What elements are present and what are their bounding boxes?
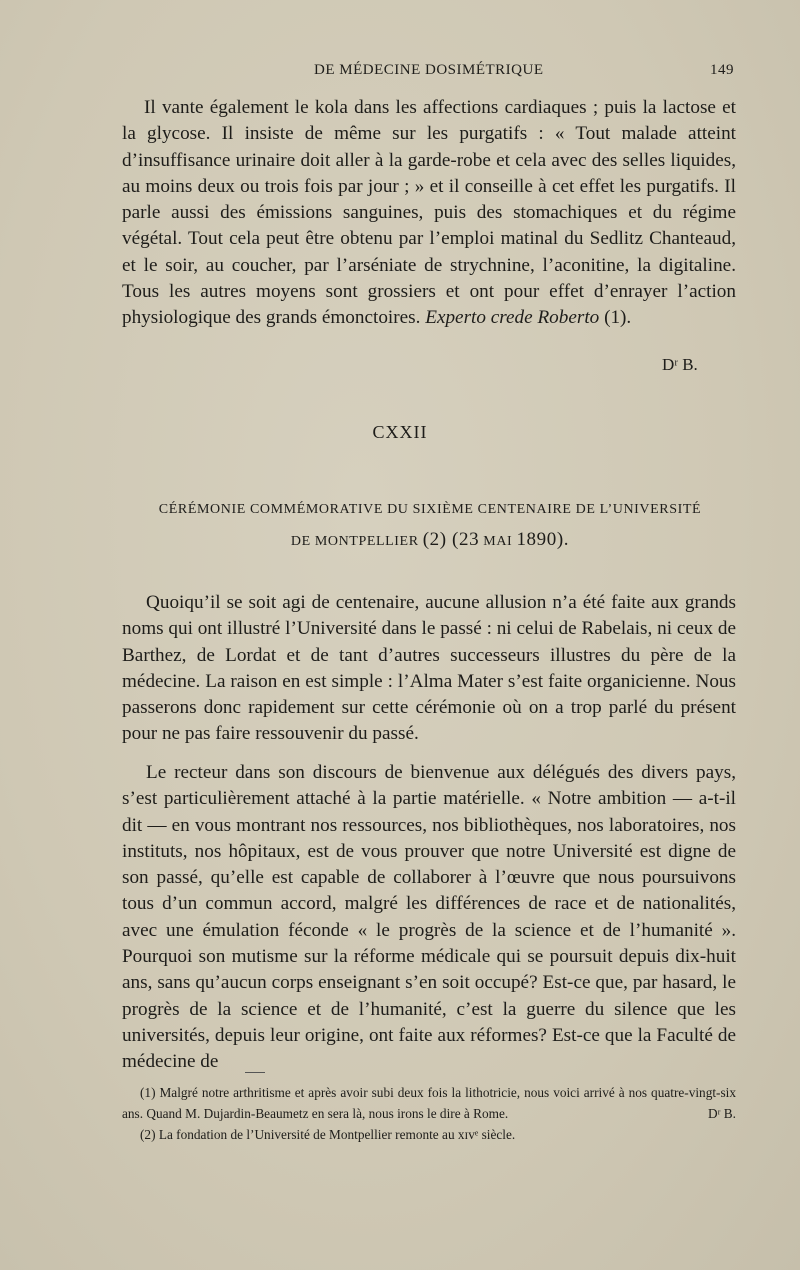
paragraph-centenaire: Quoiqu’il se soit agi de centenaire, aucune allusion n’a été faite aux grands noms qui ont illustré l’Université dans le passé : ni celui de Rabelais, ni ceux de Barthez, de Lordat et de tant d’autres successeurs illustres du père de la médecine. La raison en est simple : l’Alma Mater s’est faite organicienne. Nous passerons donc rapidement sur cette cérémonie où on a trop parlé du présent pour ne pas faire ressouvenir du passé. bbox=[122, 592, 736, 745]
section-title bbox=[120, 495, 740, 557]
section-title-place: DE MONTPELLIER bbox=[290, 534, 419, 549]
latin-quote: Experto crede Roberto bbox=[425, 307, 600, 329]
section-title-month: MAI bbox=[483, 534, 513, 549]
footnote-divider bbox=[245, 1072, 265, 1073]
section-title-line-2 bbox=[120, 525, 740, 557]
footnote-ref-1: (1). bbox=[604, 307, 632, 329]
page-header bbox=[122, 62, 734, 86]
author-signature: Dʳ B. bbox=[662, 355, 698, 374]
paragraph-kola-text: Il vante également le kola dans les affections cardiaques ; puis la lactose et la glycose. Il insiste de même sur les purgatifs : « Tout malade atteint d’insuffisance urinaire doit aller à la garde-robe et cela avec des selles liquides, au moins deux ou trois fois par jour ; » et il conseille à cet effet les purgatifs. Il parle aussi des émissions sanguines, puis des stomachiques et du régime végétal. Tout cela peut être obtenu par l’emploi matinal du Sedlitz Chanteaud, et le soir, au coucher, par l’arséniate de strychnine, l’aconitine, la digitaline. Tous les autres moyens sont grossiers et ont pour effet d’enrayer l’action physiologique des grands émonctoires. bbox=[122, 97, 736, 329]
footnote-1-signature: Dʳ B. bbox=[707, 1106, 736, 1121]
section-number: CXXII bbox=[372, 422, 428, 442]
footnote-2: (2) La fondation de l’Université de Montpellier remonte au xɪᴠᵉ siècle. bbox=[140, 1127, 516, 1142]
footnote-1 bbox=[122, 1082, 736, 1124]
section-title-year: 1890). bbox=[516, 529, 570, 550]
section-title-date-a: (2) (23 bbox=[422, 529, 480, 550]
section-title-line-1: CÉRÉMONIE COMMÉMORATIVE DU SIXIÈME CENTENAIRE DE L’UNIVERSITÉ bbox=[158, 502, 702, 517]
paragraph-recteur: Le recteur dans son discours de bienvenue aux délégués des divers pays, s’est particulièrement attaché à la partie matérielle. « Notre ambition — a-t-il dit — en vous montrant nos ressources, nos bibliothèques, nos laboratoires, nos instituts, nos hôpitaux, est de vous prouver que notre Université est digne de son passé, qu’elle est capable de collaborer à l’œuvre que nous poursuivons tous d’un commun accord, malgré les différences de race et de nationalités, avec une émulation féconde « le progrès de la science et de l’humanité ». Pourquoi son mutisme sur la réforme médicale qui se poursuit depuis dix-huit ans, sans qu’aucun corps enseignant s’en soit occupé? Est-ce que, par hasard, le progrès de la science et de l’humanité, c’est la guerre du silence que les universités, depuis leur origine, ont faite aux réformes? Est-ce que la Faculté de médecine de bbox=[122, 762, 736, 1073]
footnote-1-text: (1) Malgré notre arthritisme et après avoir subi deux fois la lithotricie, nous voici arrivé à nos quatre-vingt-six ans. Quand M. Dujardin-Beaumetz en sera là, nous irons le dire à Rome. bbox=[122, 1085, 736, 1121]
running-title: DE MÉDECINE DOSIMÉTRIQUE bbox=[314, 62, 544, 78]
paragraph-kola bbox=[122, 95, 736, 332]
footnotes bbox=[122, 1082, 736, 1145]
page-number: 149 bbox=[710, 62, 734, 78]
